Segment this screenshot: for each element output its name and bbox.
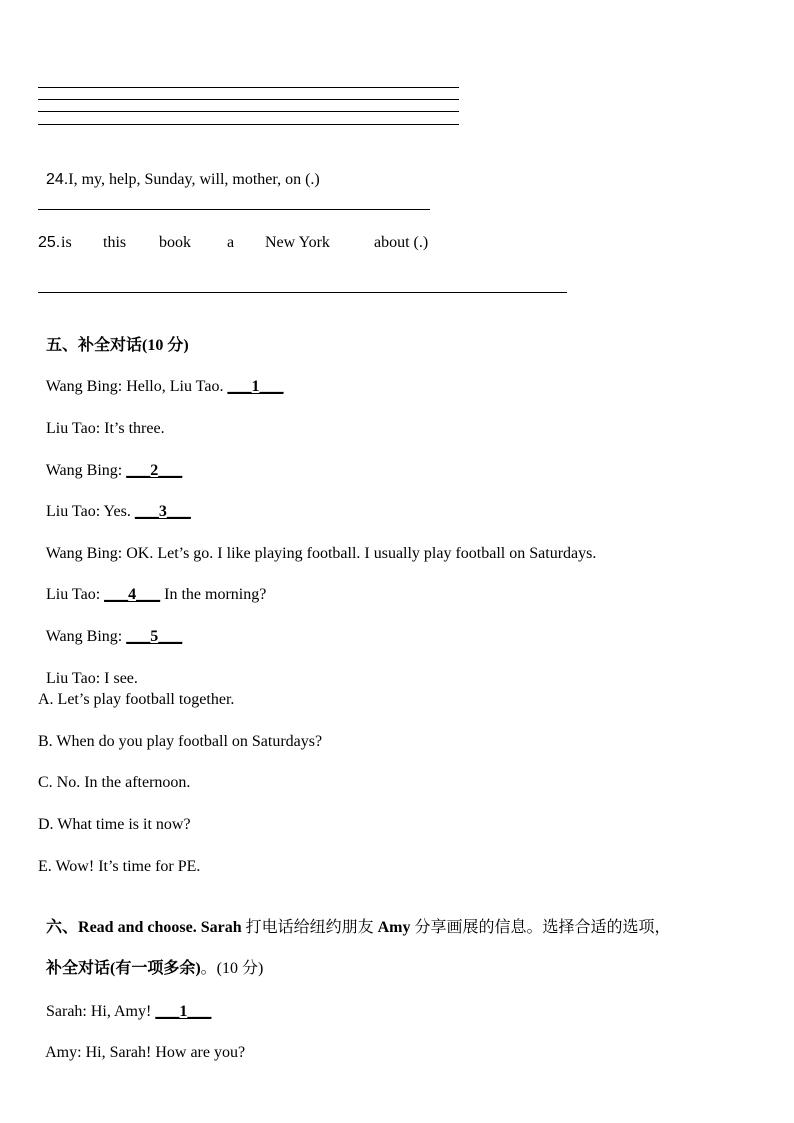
dialogue-line xyxy=(38,482,191,522)
dialogue-text: Yes. xyxy=(100,503,135,520)
speaker: Liu Tao: xyxy=(46,670,101,687)
dialogue-line xyxy=(38,1023,245,1063)
section-number: 六、 xyxy=(46,919,79,936)
speaker: Wang Bing: xyxy=(45,462,123,479)
section-title-text: Read and choose. Sarah xyxy=(78,919,242,936)
dialogue-line xyxy=(38,565,266,605)
speaker: Liu Tao: xyxy=(46,586,101,603)
dialogue-line xyxy=(38,399,165,439)
section-score: 。(10 分) xyxy=(200,960,264,977)
speaker: Wang Bing: xyxy=(45,378,123,395)
question-number: 25. xyxy=(38,234,61,251)
dialogue-text: Hello, Liu Tao. xyxy=(122,378,228,395)
dialogue-line xyxy=(38,524,596,564)
answer-blank[interactable]: ___1___ xyxy=(155,1003,212,1020)
dialogue-line xyxy=(38,607,182,647)
option-d: D. What time is it now? xyxy=(38,816,191,833)
scrambled-word: is xyxy=(61,234,72,251)
option-e: E. Wow! It’s time for PE. xyxy=(38,858,201,875)
dialogue-line xyxy=(38,982,211,1022)
dialogue-text: It’s three. xyxy=(100,420,165,437)
answer-line xyxy=(38,209,430,210)
speaker: Wang Bing: xyxy=(45,628,123,645)
option-b: B. When do you play football on Saturdays? xyxy=(38,733,323,750)
speaker: Sarah: xyxy=(46,1003,87,1020)
speaker: Liu Tao: xyxy=(46,503,101,520)
section-score: (10 分) xyxy=(142,337,189,354)
dialogue-text: In the morning? xyxy=(160,586,267,603)
dialogue-line xyxy=(38,441,182,481)
section-6-title xyxy=(38,898,671,938)
section-title-text: 补全对话(有一项多余) xyxy=(46,960,201,977)
speaker: Liu Tao: xyxy=(46,420,101,437)
question-text: I, my, help, Sunday, will, mother, on (.) xyxy=(68,171,320,188)
question-25 xyxy=(0,233,794,253)
scrambled-word: this xyxy=(103,234,127,251)
speaker: Wang Bing: xyxy=(45,545,123,562)
answer-blank[interactable]: ___5___ xyxy=(126,628,183,645)
scrambled-word: a xyxy=(227,234,235,251)
option-c: C. No. In the afternoon. xyxy=(38,774,191,791)
section-title-text: 打电话给纽约朋友 xyxy=(241,919,378,936)
dialogue-text: I see. xyxy=(100,670,138,687)
speaker: Amy: xyxy=(45,1044,82,1061)
dialogue-text: OK. Let’s go. I like playing football. I usually play football on Saturdays. xyxy=(122,545,597,562)
answer-blank[interactable]: ___4___ xyxy=(104,586,161,603)
question-24 xyxy=(38,150,320,190)
answer-line xyxy=(38,292,567,293)
answer-line xyxy=(38,111,459,112)
dialogue-text: Hi, Sarah! How are you? xyxy=(81,1044,246,1061)
answer-line xyxy=(38,87,459,88)
question-number: 24. xyxy=(46,171,69,188)
dialogue-line xyxy=(38,649,138,689)
scrambled-word: book xyxy=(159,234,191,251)
answer-line xyxy=(38,124,459,125)
dialogue-text: Hi, Amy! xyxy=(86,1003,156,1020)
answer-blank[interactable]: ___2___ xyxy=(126,462,183,479)
answer-blank[interactable]: ___1___ xyxy=(227,378,284,395)
section-title-text: Amy xyxy=(377,919,411,936)
section-6-title-cont xyxy=(38,939,263,979)
section-title-text: 分享画展的信息。选择合适的选项， xyxy=(410,919,671,936)
scrambled-word: New York xyxy=(265,234,330,251)
section-title-text: 五、补全对话 xyxy=(46,337,143,354)
answer-line xyxy=(38,99,459,100)
answer-blank[interactable]: ___3___ xyxy=(134,503,191,520)
option-a: A. Let’s play football together. xyxy=(38,691,235,708)
dialogue-line xyxy=(38,357,283,397)
scrambled-word: about (.) xyxy=(374,234,429,251)
section-5-title xyxy=(38,316,189,356)
